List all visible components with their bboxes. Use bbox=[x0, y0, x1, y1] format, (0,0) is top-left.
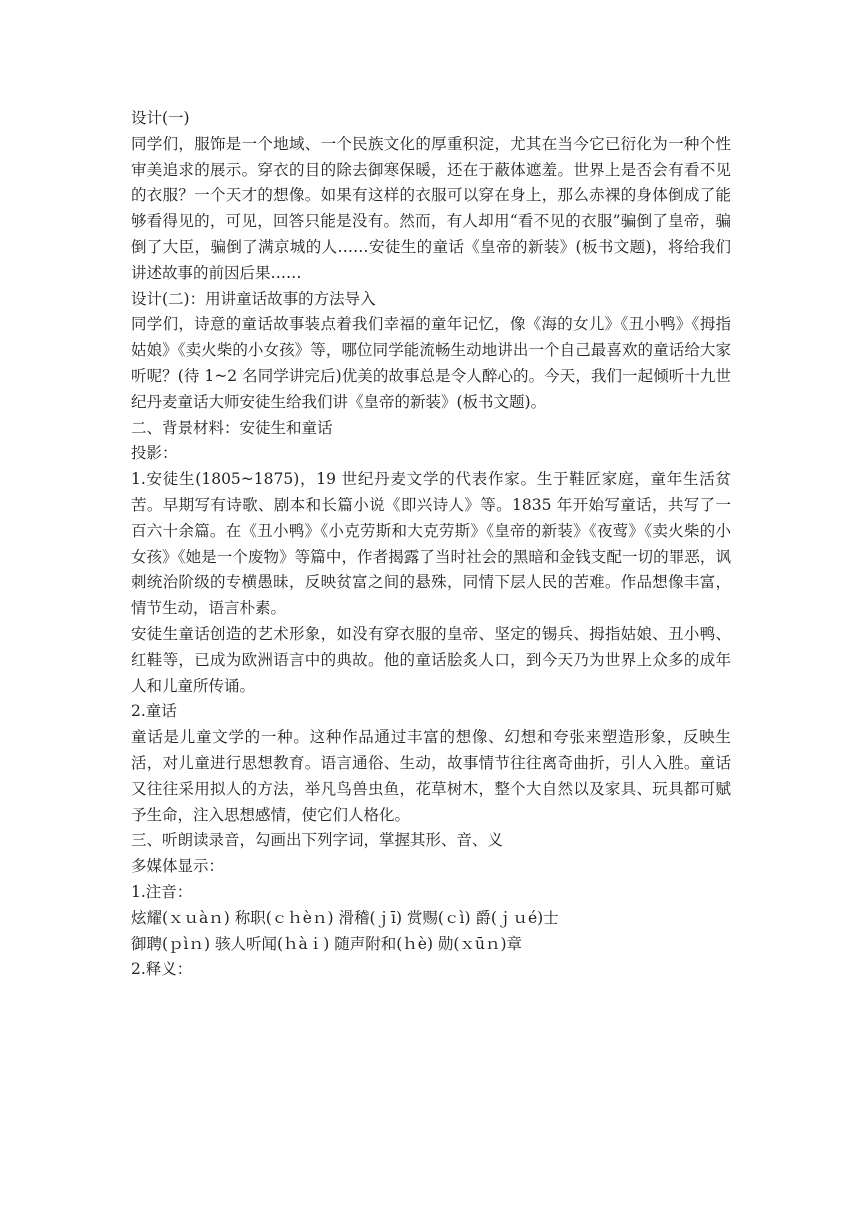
pronunciation-line-2: 御聘(ｐìｎ) 骇人听闻(ｈàｉ) 随声附和(ｈè) 勋(ｘūｎ)章 bbox=[131, 934, 523, 953]
label-projection: 投影： bbox=[131, 444, 178, 463]
paragraph-intro-clothing: 同学们，服饰是一个地域、一个民族文化的厚重积淀，尤其在当今它已衍化为一种个性审美追求的展示。穿衣的目的除去御寒保暖，还在于蔽体遮羞。世界上是否会有看不见的衣服？一个天才的想像。如果有这样的衣服可以穿在身上，那么赤裸的身体倒成了能够看得见的，可见，回答只能是没有。然而，有人却用“看不见的衣服”骗倒了皇帝，骗倒了大臣，骗倒了满京城的人……安徒生的童话《皇帝的新装》(板书文题)，将给我们讲述故事的前因后果…… bbox=[131, 134, 731, 282]
subheading-definitions: 2.释义： bbox=[131, 960, 193, 979]
heading-design-two: 设计(二)：用讲童话故事的方法导入 bbox=[131, 289, 376, 308]
heading-listen-recording: 三、听朗读录音，勾画出下列字词，掌握其形、音、义 bbox=[131, 831, 504, 850]
paragraph-fairytale-definition: 童话是儿童文学的一种。这种作品通过丰富的想像、幻想和夸张来塑造形象，反映生活，对儿童进行思想教育。语言通俗、生动，故事情节往往离奇曲折，引人入胜。童话又往往采用拟人的方法，举凡鸟兽虫鱼，花草树木，整个大自然以及家具、玩具都可赋予生命，注入思想感情，使它们人格化。 bbox=[131, 728, 731, 824]
pronunciation-line-1: 炫耀(ｘｕàｎ) 称职(ｃｈèｎ) 滑稽(ｊī) 赏赐(ｃì) 爵(ｊｕé)士 bbox=[131, 908, 559, 927]
paragraph-andersen-bio: 1.安徒生(1805~1875)，19 世纪丹麦文学的代表作家。生于鞋匠家庭，童年生活贫苦。早期写有诗歌、剧本和长篇小说《即兴诗人》等。1835 年开始写童话，共写了一百六十余篇。在《丑小鸭》《小克劳斯和大克劳斯》《皇帝的新装》《夜莺》《卖火柴的小女孩》《她是一个废物》等篇中，作者揭露了当时社会的黑暗和金钱支配一切的罪恶，讽刺统治阶级的专横愚昧，反映贫富之间的悬殊，同情下层人民的苦难。作品想像丰富，情节生动，语言朴素。 bbox=[131, 470, 731, 618]
paragraph-andersen-images: 安徒生童话创造的艺术形象，如没有穿衣服的皇帝、坚定的锡兵、拇指姑娘、丑小鸭、红鞋等，已成为欧洲语言中的典故。他的童话脍炙人口，到今天乃为世界上众多的成年人和儿童所传诵。 bbox=[131, 624, 731, 695]
heading-design-one: 设计(一) bbox=[131, 109, 190, 127]
subheading-pronunciation: 1.注音： bbox=[131, 882, 193, 901]
subheading-fairytale: 2.童话 bbox=[131, 702, 177, 721]
heading-background-material: 二、背景材料：安徒生和童话 bbox=[131, 418, 333, 437]
document-body bbox=[131, 106, 731, 983]
label-multimedia: 多媒体显示： bbox=[131, 857, 225, 876]
paragraph-intro-fairytale: 同学们，诗意的童话故事装点着我们幸福的童年记忆，像《海的女儿》《丑小鸭》《拇指姑娘》《卖火柴的小女孩》等，哪位同学能流畅生动地讲出一个自己最喜欢的童话给大家听呢？(待 1~2 名同学讲完后)优美的故事总是令人醉心的。今天，我们一起倾听十九世纪丹麦童话大师安徒生给我们讲《皇帝的新装》(板书文题)。 bbox=[131, 315, 731, 411]
